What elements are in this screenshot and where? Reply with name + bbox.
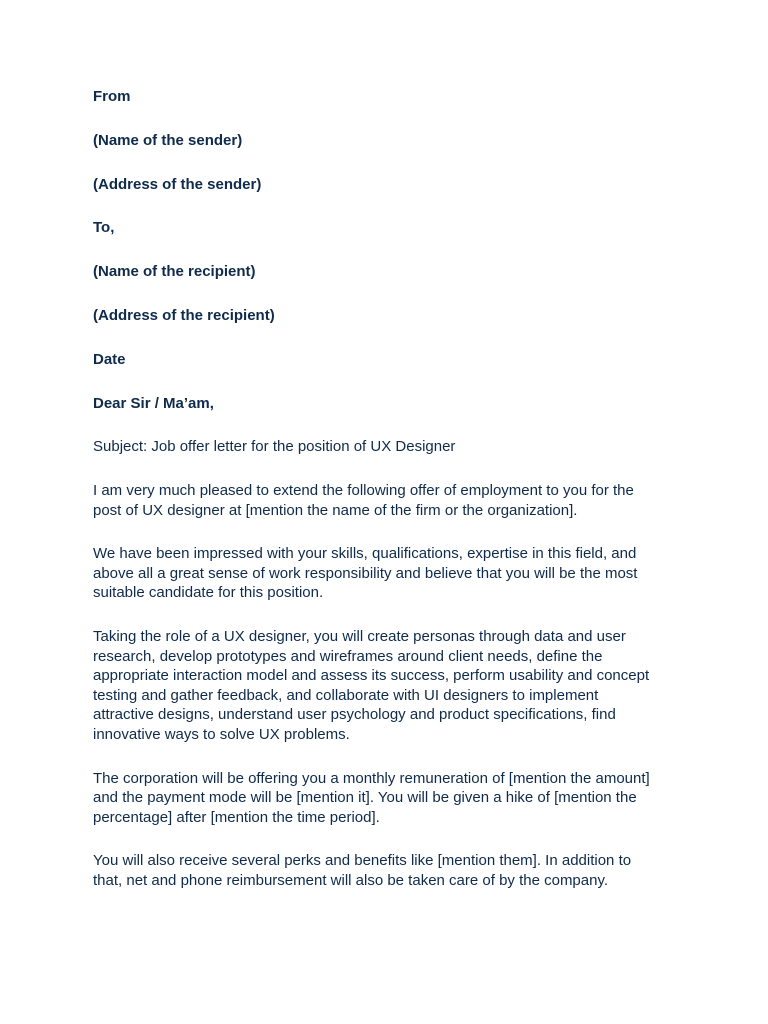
recipient-name: (Name of the recipient) — [93, 263, 256, 281]
salutation: Dear Sir / Ma’am, — [93, 394, 214, 412]
paragraph-line: above all a great sense of work responsibility and believe that you will be the most — [93, 564, 638, 582]
paragraph-line: research, develop prototypes and wireframes around client needs, define the — [93, 647, 603, 665]
paragraph-line: testing and gather feedback, and collaborate with UI designers to implement — [93, 686, 599, 704]
body-paragraph-impressed — [93, 544, 674, 603]
paragraph-line: I am very much pleased to extend the following offer of employment to you for the — [93, 482, 634, 500]
from-label: From — [93, 88, 131, 105]
date-label: Date — [93, 350, 126, 368]
body-paragraph-role — [93, 627, 674, 744]
sender-name: (Name of the sender) — [93, 131, 243, 149]
sender-address: (Address of the sender) — [93, 175, 262, 193]
recipient-address: (Address of the recipient) — [93, 306, 275, 324]
to-label: To, — [93, 219, 115, 237]
paragraph-line: You will also receive several perks and benefits like [mention them]. In addition to — [93, 852, 632, 870]
paragraph-line: percentage] after [mention the time period]. — [93, 808, 380, 826]
paragraph-line: and the payment mode will be [mention it]. You will be given a hike of [mention the — [93, 789, 637, 807]
paragraph-line: post of UX designer at [mention the name of the firm or the organization]. — [93, 501, 578, 519]
paragraph-line: Taking the role of a UX designer, you will create personas through data and user — [93, 628, 626, 646]
paragraph-line: appropriate interaction model and assess its success, perform usability and concept — [93, 667, 650, 685]
body-paragraph-offer — [93, 481, 674, 520]
body-paragraph-benefits — [93, 851, 674, 890]
paragraph-line: We have been impressed with your skills, qualifications, expertise in this field, and — [93, 545, 637, 563]
body-paragraph-remuneration — [93, 769, 674, 828]
paragraph-line: suitable candidate for this position. — [93, 584, 324, 602]
subject-line: Subject: Job offer letter for the position of UX Designer — [93, 438, 456, 456]
paragraph-line: innovative ways to solve UX problems. — [93, 725, 350, 743]
paragraph-line: attractive designs, understand user psychology and product specifications, find — [93, 706, 616, 724]
paragraph-line: that, net and phone reimbursement will also be taken care of by the company. — [93, 871, 609, 889]
paragraph-line: The corporation will be offering you a monthly remuneration of [mention the amount] — [93, 769, 650, 787]
